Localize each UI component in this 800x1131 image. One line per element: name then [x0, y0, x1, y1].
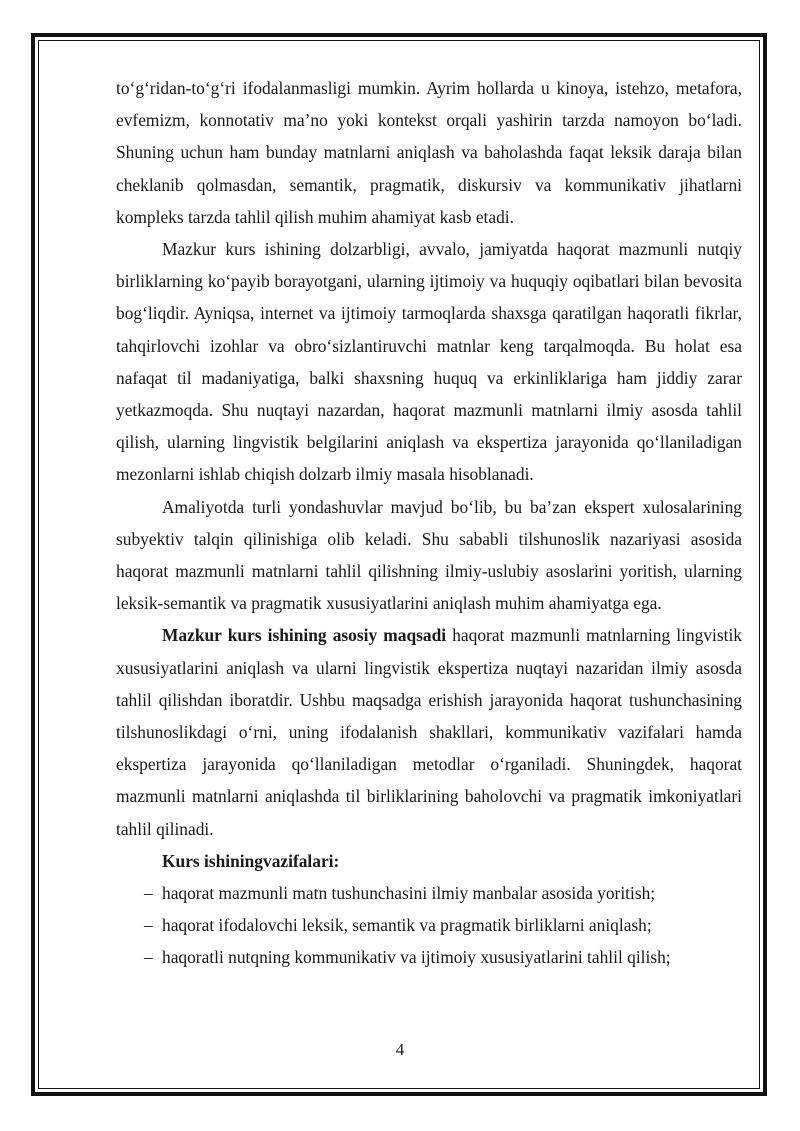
page-body [116, 72, 742, 974]
paragraph-practice: Amaliyotda turli yondashuvlar mavjud bo‘lib, bu ba’zan ekspert xulosalarining subyektiv talqin qilinishiga olib keladi. Shu sababli tilshunoslik nazariyasi asosida haqorat mazmunli matnlarni tahlil qilishning ilmiy-uslubiy asoslarini yoritish, ularning leksik-semantik va pragmatik xususiyatlarini aniqlash muhim ahamiyatga ega. [116, 496, 742, 614]
goal-lead: Mazkur kurs ishining asosiy maqsadi [162, 625, 447, 646]
dash-bullet: – [144, 915, 153, 936]
paragraph-goal [116, 619, 742, 844]
paragraph-continuation: to‘g‘ridan-to‘g‘ri ifodalanmasligi mumkin. Ayrim hollarda u kinoya, istehzo, metafora, evfemizm, konnotativ ma’no yoki kontekst orqali yashirin tarzda namoyon bo‘ladi. Shuning uchun ham bunday matnlarni aniqlash va baholashda faqat leksik daraja bilan cheklanib qolmasdan, semantik, pragmatik, diskursiv va kommunikativ jihatlarni kompleks tarzda tahlil qilish muhim ahamiyat kasb etadi. [116, 78, 742, 227]
page-number: 4 [395, 1040, 405, 1059]
task-text: haqoratli nutqning kommunikativ va ijtimoiy xususiyatlarini tahlil qilish; [162, 947, 671, 968]
tasks-heading: Kurs ishiningvazifalari: [162, 850, 340, 871]
task-text: haqorat mazmunli matn tushunchasini ilmiy manbalar asosida yoritish; [162, 883, 656, 904]
task-text: haqorat ifodalovchi leksik, semantik va pragmatik birliklarni aniqlash; [162, 915, 652, 936]
paragraph-relevance: Mazkur kurs ishining dolzarbligi, avvalo, jamiyatda haqorat mazmunli nutqiy birliklarning ko‘payib borayotgani, ularning ijtimoiy va huquqiy oqibatlari bilan bevosita bog‘liqdir. Ayniqsa, internet va ijtimoiy tarmoqlarda shaxsga qaratilgan haqoratli fikrlar, tahqirlovchi izohlar va obro‘sizlantiruvchi matnlar keng tarqalmoqda. Bu holat esa nafaqat til madaniyatiga, balki shaxsning huquq va erkinliklariga ham jiddiy zarar yetkazmoqda. Shu nuqtayi nazardan, haqorat mazmunli matnlarni ilmiy asosda tahlil qilish, ularning lingvistik belgilarini aniqlash va ekspertiza jarayonida qo‘llaniladigan mezonlarni ishlab chiqish dolzarb ilmiy masala hisoblanadi. [116, 239, 742, 485]
dash-bullet: – [144, 883, 153, 904]
dash-bullet: – [144, 947, 153, 968]
goal-text: haqorat mazmunli matnlarning lingvistik xususiyatlarini aniqlash va ularni lingvistik ekspertiza nuqtayi nazaridan ilmiy asosda tahlil qilishdan iboratdir. Ushbu maqsadga erishish jarayonida haqorat tushunchasining tilshunoslikdagi o‘rni, uning ifodalanish shakllari, kommunikativ vazifalari hamda ekspertiza jarayonida qo‘llaniladigan metodlar o‘rganiladi. Shuningdek, haqorat mazmunli matnlarni aniqlashda til birliklarining baholovchi va pragmatik imkoniyatlari tahlil qilinadi. [116, 625, 742, 839]
task-item [116, 941, 742, 973]
task-item [116, 877, 742, 909]
task-item [116, 909, 742, 941]
